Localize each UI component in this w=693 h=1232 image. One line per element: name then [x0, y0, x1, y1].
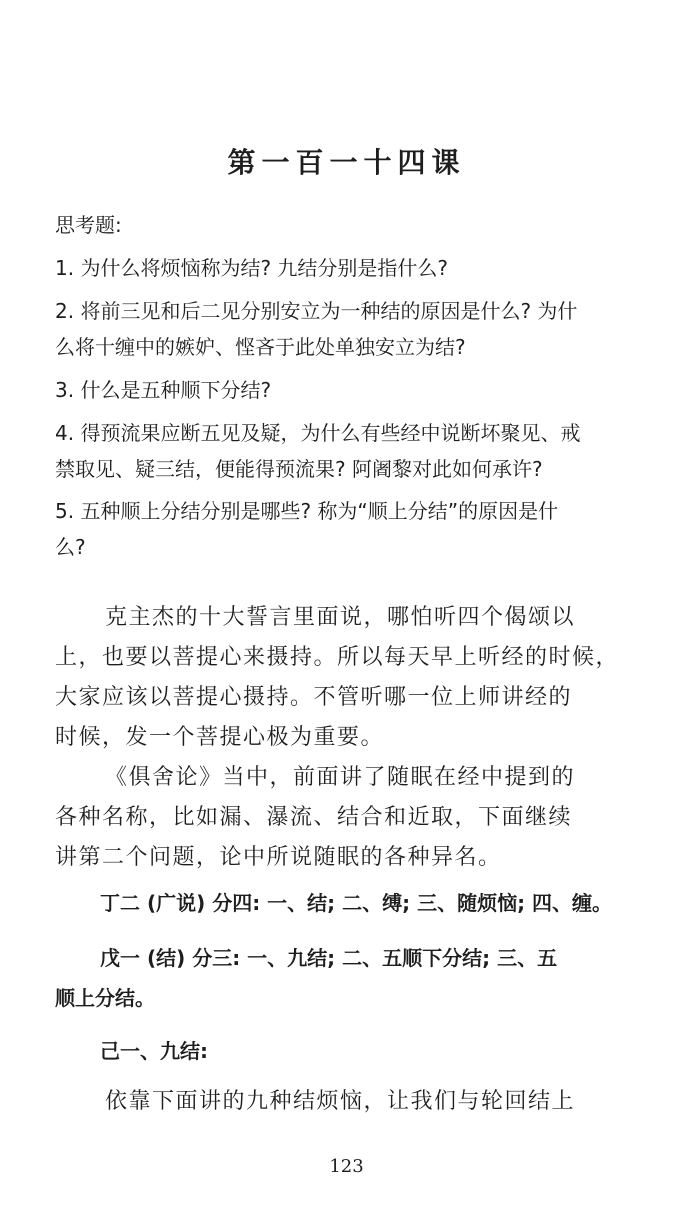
outline-ji1: 己一、九结: — [100, 1039, 208, 1063]
outline-ding2: 丁二 (广说) 分四: 一、结; 二、缚; 三、随烦恼; 四、缠。 — [100, 891, 613, 915]
outline-wu1-line-2: 顺上分结。 — [55, 986, 155, 1010]
lesson-title: 第一百一十四课 — [227, 146, 466, 179]
question-5-line-2: 么? — [55, 535, 86, 559]
paragraph-1-line-4: 时候，发一个菩提心极为重要。 — [55, 725, 385, 750]
paragraph-2-line-1: 《俱舍论》当中，前面讲了随眠在经中提到的 — [105, 765, 576, 790]
paragraph-1-line-3: 大家应该以菩提心摄持。不管听哪一位上师讲经的 — [55, 685, 573, 710]
questions-heading: 思考题: — [55, 213, 122, 237]
question-3: 3. 什么是五种顺下分结? — [55, 378, 272, 402]
question-1: 1. 为什么将烦恼称为结? 九结分别是指什么? — [55, 256, 449, 280]
question-4-line-2: 禁取见、疑三结，便能得预流果? 阿阇黎对此如何承许? — [55, 457, 543, 481]
closing-line: 依靠下面讲的九种结烦恼，让我们与轮回结上 — [105, 1089, 576, 1114]
paragraph-1-line-1: 克主杰的十大誓言里面说，哪怕听四个偈颂以 — [105, 605, 576, 630]
question-4-line-1: 4. 得预流果应断五见及疑，为什么有些经中说断坏聚见、戒 — [55, 421, 581, 445]
question-5-line-1: 5. 五种顺上分结分别是哪些? 称为“顺上分结”的原因是什 — [55, 499, 559, 523]
question-2-line-2: 么将十缠中的嫉妒、悭吝于此处单独安立为结? — [55, 335, 466, 359]
paragraph-2-line-2: 各种名称，比如漏、瀑流、结合和近取，下面继续 — [55, 805, 573, 830]
outline-wu1-line-1: 戊一 (结) 分三: 一、九结; 二、五顺下分结; 三、五 — [100, 946, 558, 970]
paragraph-1-line-2: 上，也要以菩提心来摄持。所以每天早上听经的时候， — [55, 645, 620, 670]
page-number: 123 — [329, 1156, 364, 1177]
question-2-line-1: 2. 将前三见和后二见分别安立为一种结的原因是什么? 为什 — [55, 299, 578, 323]
paragraph-2-line-3: 讲第二个问题，论中所说随眠的各种异名。 — [55, 845, 502, 870]
